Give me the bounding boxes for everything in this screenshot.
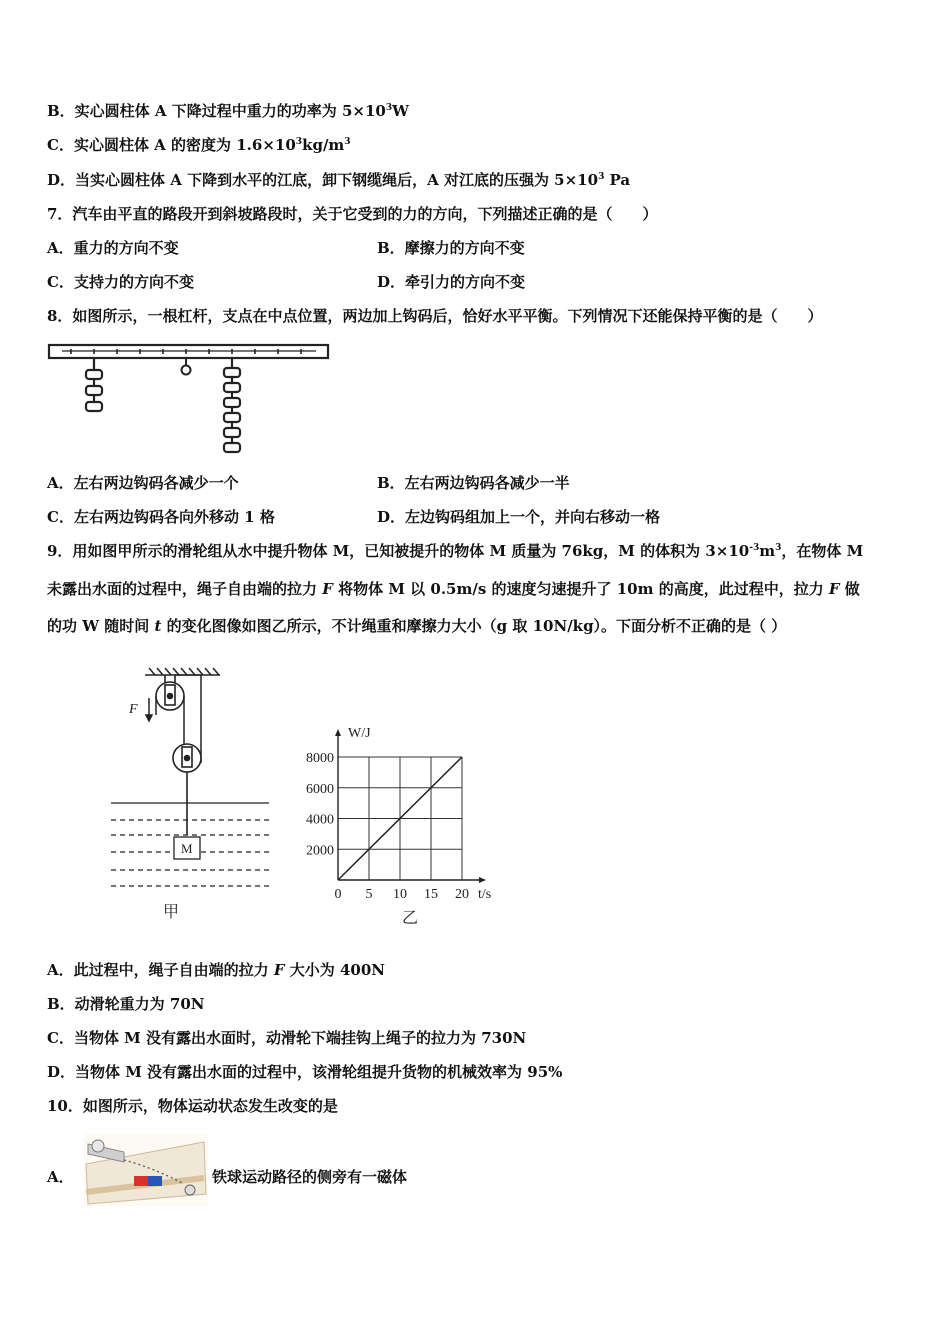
q9-stem-line-1: 9．用如图甲所示的滑轮组从水中提升物体 M，已知被提升的物体 M 质量为 76kg，M 的体积为 $3\times 10^{-3}m^3$，在物体 M: [47, 542, 864, 560]
lever-figure: [46, 340, 332, 458]
x-tick-label: 0: [334, 887, 342, 902]
q7-option-b: B．摩擦力的方向不变: [377, 239, 525, 257]
q7-option-c: C．支持力的方向不变: [47, 273, 194, 291]
q9-option-b: B．动滑轮重力为 70N: [47, 995, 205, 1013]
y-axis-label: W/J: [348, 726, 371, 741]
x-tick-label: 10: [393, 887, 407, 902]
force-label: F: [129, 702, 138, 717]
x-tick-label: 5: [365, 887, 373, 902]
q9-option-d: D．当物体 M 没有露出水面的过程中，该滑轮组提升货物的机械效率为 95%: [47, 1063, 563, 1081]
q7-option-a: A．重力的方向不变: [47, 239, 179, 257]
right-weights: [224, 358, 240, 452]
q8-stem: 8．如图所示，一根杠杆，支点在中点位置，两边加上钩码后，恰好水平平衡。下列情况下还能保持平衡的是（ ）: [47, 307, 823, 325]
figure-yi-label: 乙: [402, 908, 419, 927]
q10-option-a-text: 铁球运动路径的侧旁有一磁体: [212, 1168, 408, 1186]
y-axis-arrow-icon: [335, 729, 341, 736]
q8-option-c: C．左右两边钩码各向外移动 1 格: [47, 508, 275, 526]
q8-option-d: D．左边钩码组加上一个，并向右移动一格: [377, 508, 661, 526]
q9-stem-line-2: 未露出水面的过程中，绳子自由端的拉力 F 将物体 M 以 0.5m/s 的速度匀速提升了 10m 的高度，此过程中，拉力 F 做: [47, 580, 860, 598]
fixed-pulley: [156, 675, 184, 710]
q8-option-b: B．左右两边钩码各减少一半: [377, 474, 570, 492]
q6-option-d: D．当实心圆柱体 A 下降到水平的江底，卸下钢缆绳后，A 对江底的压强为 $5\times 10^3$ Pa: [47, 171, 631, 189]
force-arrow: [146, 698, 152, 721]
pulley-figure-jia: [105, 665, 275, 925]
movable-pulley: [173, 744, 201, 835]
pivot-icon: [182, 358, 191, 375]
q6-option-c: C．实心圆柱体 A 的密度为 $1.6\times 10^3kg/m^3$: [47, 136, 351, 154]
q7-stem: 7．汽车由平直的路段开到斜坡路段时，关于它受到的力的方向，下列描述正确的是（ ）: [47, 205, 658, 223]
q9-option-a: A．此过程中，绳子自由端的拉力 F 大小为 400N: [47, 961, 385, 979]
iron-ball-icon: [185, 1185, 195, 1195]
y-tick-label: 4000: [306, 812, 334, 828]
x-tick-label: 15: [424, 887, 438, 902]
figure-jia-label: 甲: [163, 902, 180, 921]
y-tick-label: 8000: [306, 751, 334, 766]
ceiling: [145, 668, 220, 675]
magnet-icon: [134, 1176, 162, 1186]
left-weights: [86, 358, 102, 411]
magnet-ball-picture: [84, 1134, 208, 1206]
x-tick-label: 20: [455, 887, 469, 902]
q10-option-a-letter: A．: [47, 1168, 74, 1186]
q7-option-d: D．牵引力的方向不变: [377, 273, 526, 291]
x-axis-arrow-icon: [479, 877, 486, 883]
x-axis-label: t/s: [478, 887, 492, 902]
q9-option-c: C．当物体 M 没有露出水面时，动滑轮下端挂钩上绳子的拉力为 730N: [47, 1029, 527, 1047]
object-m-label: M: [181, 841, 193, 856]
q9-stem-line-3: 的功 W 随时间 t 的变化图像如图乙所示，不计绳重和摩擦力大小（g 取 10N/kg）。下面分析不正确的是（ ）: [47, 617, 787, 635]
q10-stem: 10．如图所示，物体运动状态发生改变的是: [47, 1097, 338, 1115]
y-tick-label: 2000: [306, 843, 334, 859]
q6-option-b: B．实心圆柱体 A 下降过程中重力的功率为 $5\times 10^3W$: [47, 102, 409, 120]
q8-option-a: A．左右两边钩码各减少一个: [47, 474, 239, 492]
y-tick-label: 6000: [306, 781, 334, 797]
work-time-chart: [290, 715, 505, 930]
